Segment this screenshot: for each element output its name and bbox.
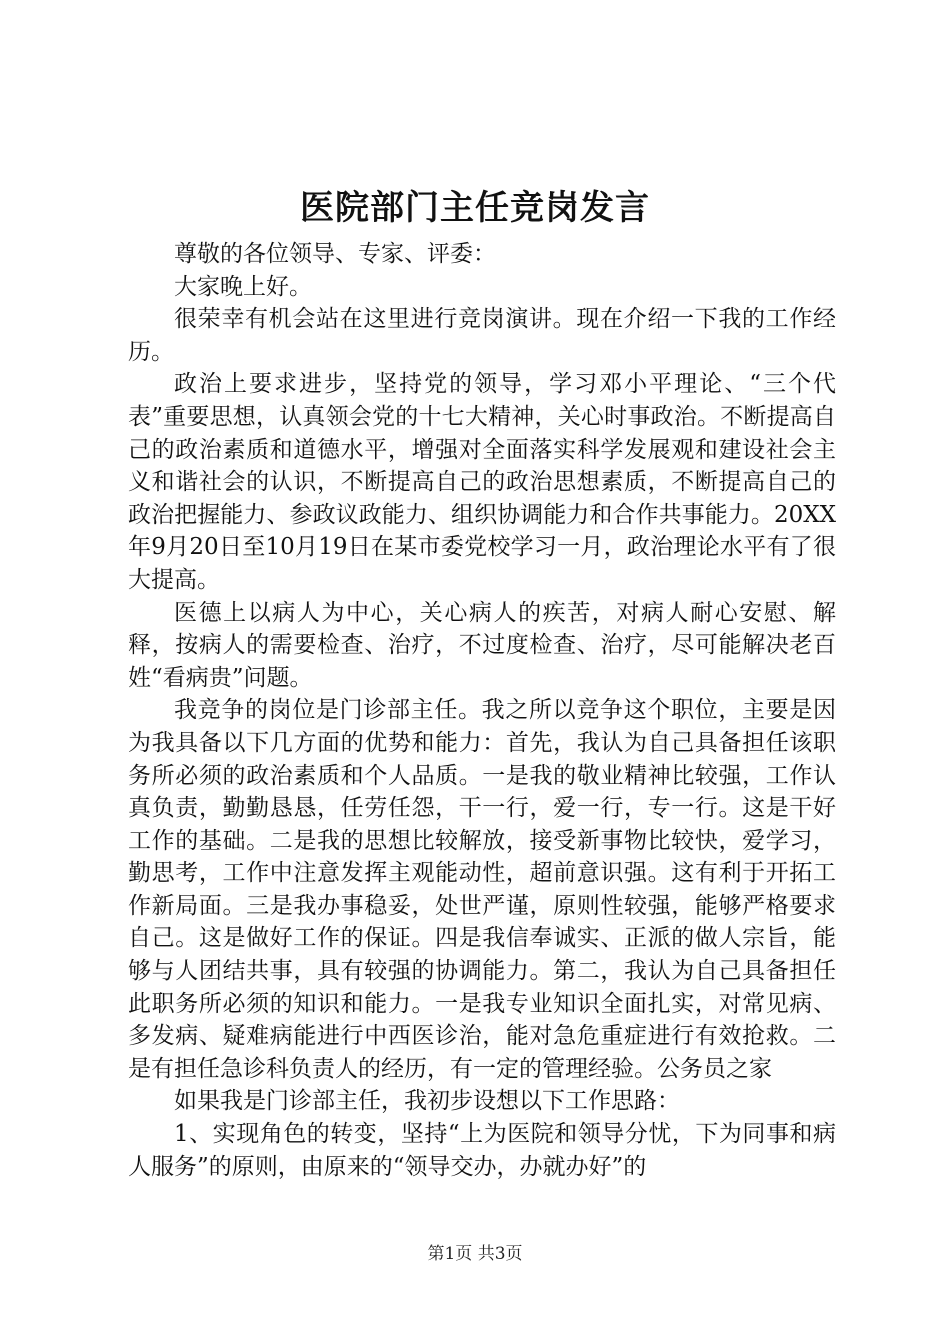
- document-body: [128, 238, 836, 1183]
- paragraph-plan-item-1: 1、实现角色的转变，坚持“上为医院和领导分忧，下为同事和病人服务”的原则，由原来的“领导交办，办就办好”的: [128, 1121, 836, 1180]
- salutation: 尊敬的各位领导、专家、评委：: [174, 241, 496, 267]
- page-footer: 第1页 共3页: [427, 1244, 523, 1264]
- document-title: 医院部门主任竞岗发言: [300, 188, 650, 228]
- paragraph-qualifications: 我竞争的岗位是门诊部主任。我之所以竞争这个职位，主要是因为我具备以下几方面的优势和能力：首先，我认为自己具备担任该职务所必须的政治素质和个人品质。一是我的敬业精神比较强，工作认真负责，勤勤恳恳，任劳任怨，干一行，爱一行，专一行。这是干好工作的基础。二是我的思想比较解放，接受新事物比较快，爱学习，勤思考，工作中注意发挥主观能动性，超前意识强。这有利于开拓工作新局面。三是我办事稳妥，处世严谨，原则性较强，能够严格要求自己。这是做好工作的保证。四是我信奉诚实、正派的做人宗旨，能够与人团结共事，具有较强的协调能力。第二，我认为自己具备担任此职务所必须的知识和能力。一是我专业知识全面扎实，对常见病、多发病、疑难病能进行中西医诊治，能对急危重症进行有效抢救。二是有担任急诊科负责人的经历，有一定的管理经验。公务员之家: [128, 697, 836, 1082]
- paragraph-intro: 很荣幸有机会站在这里进行竞岗演讲。现在介绍一下我的工作经历。: [128, 306, 836, 365]
- paragraph-politics: 政治上要求进步，坚持党的领导，学习邓小平理论、“三个代表”重要思想，认真领会党的十七大精神，关心时事政治。不断提高自己的政治素质和道德水平，增强对全面落实科学发展观和建设社会主义和谐社会的认识，不断提高自己的政治思想素质，不断提高自己的政治把握能力、参政议政能力、组织协调能力和合作共事能力。20XX年9月20日至10月19日在某市委党校学习一月，政治理论水平有了很大提高。: [128, 371, 836, 593]
- greeting: 大家晚上好。: [174, 273, 312, 300]
- paragraph-ethics: 医德上以病人为中心，关心病人的疾苦，对病人耐心安慰、解释，按病人的需要检查、治疗，不过度检查、治疗，尽可能解决老百姓“看病贵”问题。: [128, 599, 836, 691]
- paragraph-plan-intro: 如果我是门诊部主任，我初步设想以下工作思路：: [174, 1088, 680, 1115]
